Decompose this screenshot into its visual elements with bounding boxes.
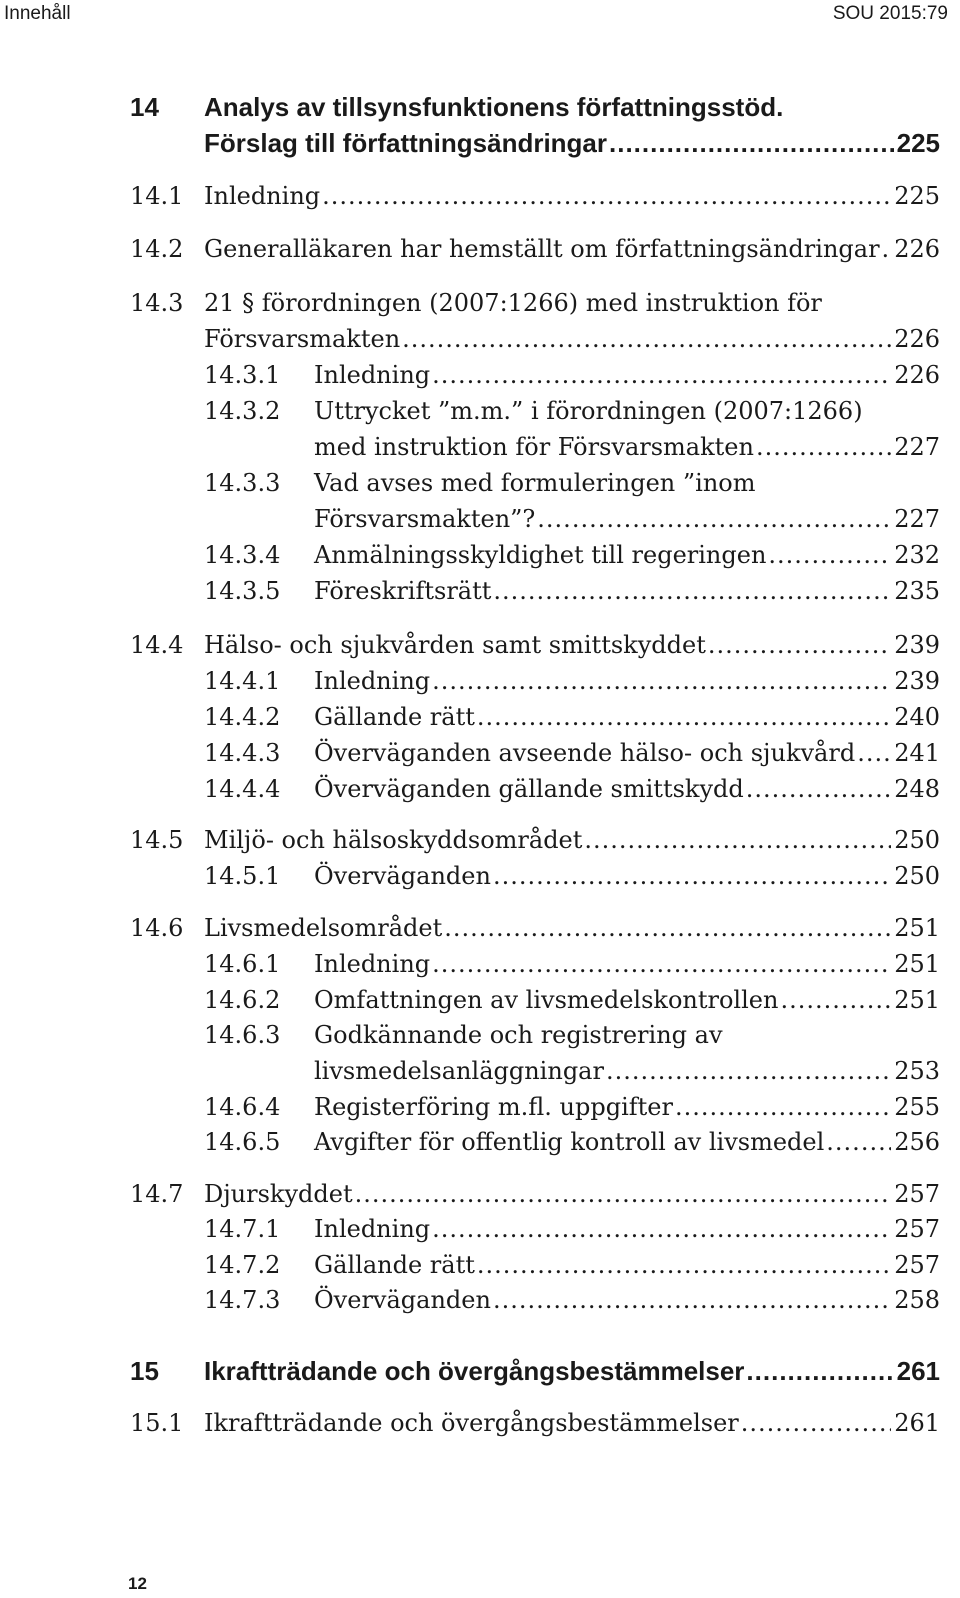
toc-page: 261 [894,1409,940,1437]
toc-title-cont: Försvarsmakten [204,325,401,353]
toc-leader [432,667,891,695]
toc-page: 227 [894,505,940,533]
toc-number: 14.6.1 [204,950,281,978]
toc-title: Vad avses med formuleringen ”inom [314,469,756,497]
toc-leader [741,1409,891,1437]
toc-leader [857,739,891,767]
toc-leader [708,631,891,659]
toc-page: 226 [894,325,940,353]
toc-leader [780,986,891,1014]
toc-title-cont: livsmedelsanläggningar [314,1057,604,1085]
toc-title: Generalläkaren har hemställt om författningsändringar [204,235,880,263]
toc-title-cont: Försvarsmakten”? [314,505,536,533]
toc-number: 14.6 [130,914,184,942]
toc-number: 14.4.3 [204,739,281,767]
toc-title: 21 § förordningen (2007:1266) med instruktion för [204,289,822,317]
toc-title: Hälso- och sjukvården samt smittskyddet [204,631,706,659]
toc-number: 14.5 [130,826,184,854]
toc-page: 250 [894,862,940,890]
toc-title: Överväganden gällande smittskydd [314,775,744,803]
toc-number: 14.7.3 [204,1286,281,1314]
toc-leader [493,862,891,890]
toc-page: 226 [894,361,940,389]
toc-number: 14.6.4 [204,1093,281,1121]
toc-number: 14.6.3 [204,1021,281,1049]
toc-title: Analys av tillsynsfunktionens författningsstöd. [204,92,784,122]
toc-title: Miljö- och hälsoskyddsområdet [204,826,583,854]
toc-leader [477,703,891,731]
page-number: 12 [128,1574,147,1593]
toc-number: 14.7.1 [204,1215,281,1243]
toc-title: Ikraftträdande och övergångsbestämmelser [204,1356,745,1386]
toc-title: Inledning [314,361,431,389]
toc-title: Överväganden [314,862,491,890]
toc-title: Överväganden avseende hälso- och sjukvård [314,739,856,767]
toc-page: 227 [894,433,940,461]
toc-number: 14.4.2 [204,703,281,731]
toc-number: 14.2 [130,235,184,263]
toc-number: 14.7.2 [204,1251,281,1279]
toc-title: Gällande rätt [314,703,475,731]
toc-page: 251 [894,950,940,978]
toc-number: 14.1 [130,182,184,210]
toc-title: Anmälningsskyldighet till regeringen [314,541,767,569]
toc-leader [493,577,891,605]
toc-number: 14.6.5 [204,1128,281,1156]
toc-title: Inledning [204,182,321,210]
toc-leader [477,1251,891,1279]
toc-title: Registerföring m.fl. uppgifter [314,1093,673,1121]
toc-number: 14.3.5 [204,577,281,605]
toc-page: 241 [894,739,940,767]
toc-title: Inledning [314,950,431,978]
toc-leader [746,1356,893,1387]
toc-page: 257 [894,1215,940,1243]
toc-leader [444,914,891,942]
toc-page: 240 [894,703,940,731]
toc-title: Omfattningen av livsmedelskontrollen [314,986,779,1014]
toc-page: 225 [894,182,940,210]
toc-leader [432,950,891,978]
toc-leader [584,826,891,854]
toc-leader [675,1093,891,1121]
toc-leader [537,505,891,533]
toc-page: 256 [894,1128,940,1156]
toc-leader [322,182,891,210]
toc-number: 15 [130,1356,159,1386]
toc-leader [756,433,891,461]
toc-number: 14.3.2 [204,397,281,425]
toc-page: 257 [894,1251,940,1279]
section-label: Innehåll [4,3,71,24]
toc-leader [746,775,891,803]
toc-title: Föreskriftsrätt [314,577,492,605]
toc-page: 232 [894,541,940,569]
toc-number: 14.3 [130,289,184,317]
toc-leader [402,325,891,353]
toc-number: 14.5.1 [204,862,281,890]
toc-number: 14.4.1 [204,667,281,695]
toc-title: Avgifter för offentlig kontroll av livsmedel [314,1128,825,1156]
toc-title: Godkännande och registrering av [314,1021,723,1049]
toc-number: 14.3.1 [204,361,281,389]
toc-title: Överväganden [314,1286,491,1314]
toc-page: 261 [896,1356,940,1386]
toc-title: Djurskyddet [204,1180,353,1208]
toc-number: 14.6.2 [204,986,281,1014]
toc-page: 255 [894,1093,940,1121]
toc-leader [768,541,891,569]
toc-page: 257 [894,1180,940,1208]
toc-leader [493,1286,891,1314]
toc-title-cont: Förslag till författningsändringar [204,128,608,158]
toc-number: 14.7 [130,1180,184,1208]
toc-number: 14.4 [130,631,184,659]
toc-page: 225 [896,128,940,158]
toc-number: 14.3.3 [204,469,281,497]
toc-number: 14.3.4 [204,541,281,569]
toc-page: 226 [894,235,940,263]
toc-page: 250 [894,826,940,854]
toc-title: Livsmedelsområdet [204,914,443,942]
toc-leader [826,1128,891,1156]
document-id: SOU 2015:79 [832,3,948,24]
toc-title: Inledning [314,1215,431,1243]
toc-leader [882,235,892,263]
toc-page: 239 [894,631,940,659]
toc-page: 251 [894,914,940,942]
toc-leader [432,1215,891,1243]
toc-title: Uttrycket ”m.m.” i förordningen (2007:1266) [314,397,863,425]
toc-page: 235 [894,577,940,605]
toc-leader [355,1180,892,1208]
toc-title: Gällande rätt [314,1251,475,1279]
toc-number: 15.1 [130,1409,184,1437]
toc-number: 14.4.4 [204,775,281,803]
toc-page: 253 [894,1057,940,1085]
toc-title: Inledning [314,667,431,695]
toc-leader [432,361,891,389]
toc-title-cont: med instruktion för Försvarsmakten [314,433,754,461]
toc-leader [609,128,894,159]
toc-leader [606,1057,891,1085]
toc-page: 239 [894,667,940,695]
toc-page: 258 [894,1286,940,1314]
toc-number: 14 [130,92,159,122]
toc-page: 248 [894,775,940,803]
toc-page: 251 [894,986,940,1014]
toc-title: Ikraftträdande och övergångsbestämmelser [204,1409,739,1437]
